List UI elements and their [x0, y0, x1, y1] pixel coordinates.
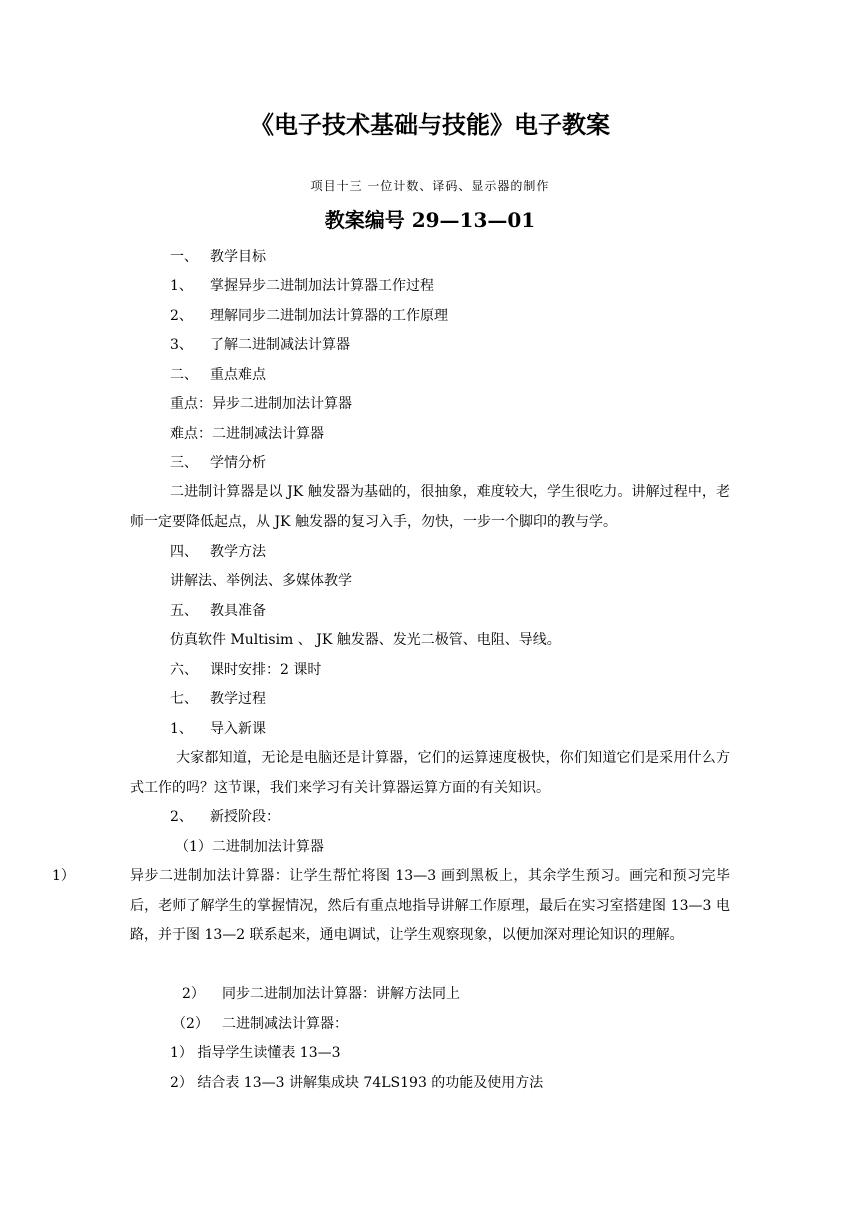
section-heading: 重点难点: [210, 367, 266, 383]
key-point: 重点：异步二进制加法计算器: [170, 396, 352, 412]
section-number: 一、: [170, 249, 198, 265]
goal-item-2: [170, 306, 448, 326]
section-number: 五、: [170, 603, 198, 619]
section-key-points: [170, 365, 266, 385]
step-number: 1、: [170, 721, 193, 737]
subtractor-item-2: 2） 结合表 13—3 讲解集成块 74LS193 的功能及使用方法: [170, 1075, 544, 1091]
section-heading: 教学过程: [210, 691, 266, 707]
document-title: 《电子技术基础与技能》电子教案: [250, 110, 610, 139]
section-teaching-goals: [170, 247, 266, 267]
item-number: 2）: [182, 986, 205, 1002]
section-teaching-tools: [170, 601, 266, 621]
student-analysis-paragraph: 二进制计算器是以 JK 触发器为基础的，很抽象，难度较大，学生很吃力。讲解过程中，老师一定要降低起点，从 JK 触发器的复习入手，勿快，一步一个脚印的教与学。: [130, 484, 730, 530]
section-heading: 教学方法: [210, 544, 266, 560]
teaching-methods-text: 讲解法、举例法、多媒体教学: [170, 573, 352, 589]
section-number: 四、: [170, 544, 198, 560]
goal-item-1: [170, 276, 434, 296]
goal-item-3: [170, 335, 350, 355]
item-text: 同步二进制加法计算器：讲解方法同上: [222, 986, 460, 1002]
subsection-binary-adder: （1）二进制加法计算器: [175, 839, 324, 855]
process-step-1: [170, 719, 266, 739]
section-heading: 教学目标: [210, 249, 266, 265]
item-number: 1）: [52, 868, 75, 884]
subsection-number: （2）: [172, 1016, 209, 1032]
section-number: 三、: [170, 455, 198, 471]
section-class-hours: [170, 660, 321, 680]
goal-number: 2、: [170, 308, 193, 324]
step-heading: 导入新课: [210, 721, 266, 737]
goal-number: 1、: [170, 278, 193, 294]
difficult-point: 难点：二进制减法计算器: [170, 426, 324, 442]
intro-paragraph: 大家都知道，无论是电脑还是计算器，它们的运算速度极快，你们知道它们是采用什么方式工作的吗？这节课，我们来学习有关计算器运算方面的有关知识。: [130, 750, 730, 796]
sync-adder-item: [182, 984, 460, 1004]
section-heading: 教具准备: [210, 603, 266, 619]
async-adder-paragraph: 异步二进制加法计算器：让学生帮忙将图 13—3 画到黑板上，其余学生预习。画完和预习完毕后，老师了解学生的掌握情况，然后有重点地指导讲解工作原理，最后在实习室搭建图 13—3 电路，并于图 13—2 联系起来，通电调试，让学生观察现象，以便加深对理论知识的理解。: [130, 868, 730, 943]
section-number: 七、: [170, 691, 198, 707]
section-student-analysis: [170, 453, 266, 473]
lesson-code: 教案编号 29—13—01: [324, 208, 536, 232]
subsection-binary-subtractor: [172, 1014, 348, 1034]
teaching-tools-text: 仿真软件 Multisim 、 JK 触发器、发光二极管、电阻、导线。: [170, 632, 561, 648]
goal-text: 理解同步二进制加法计算器的工作原理: [210, 308, 448, 324]
goal-number: 3、: [170, 337, 193, 353]
step-number: 2、: [170, 809, 193, 825]
section-number: 二、: [170, 367, 198, 383]
step-heading: 新授阶段：: [210, 809, 280, 825]
goal-text: 掌握异步二进制加法计算器工作过程: [210, 278, 434, 294]
section-teaching-methods: [170, 542, 266, 562]
project-subtitle: 项目十三 一位计数、译码、显示器的制作: [310, 179, 550, 193]
section-number: 六、: [170, 662, 198, 678]
section-heading: 课时安排：2 课时: [210, 662, 322, 678]
section-teaching-process: [170, 689, 266, 709]
subsection-text: 二进制减法计算器：: [222, 1016, 348, 1032]
process-step-2: [170, 807, 280, 827]
goal-text: 了解二进制减法计算器: [210, 337, 350, 353]
subtractor-item-1: 1） 指导学生读懂表 13—3: [170, 1045, 341, 1061]
section-heading: 学情分析: [210, 455, 266, 471]
